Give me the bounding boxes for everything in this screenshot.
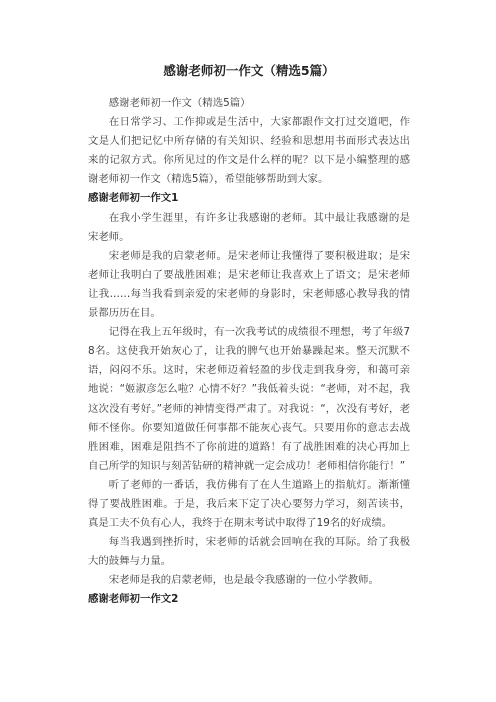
paragraph-essay1-2: 宋老师是我的启蒙老师。是宋老师让我懂得了要积极进取；是宋老师让我明白了要战胜困难；是宋老师让我喜欢上了语文；是宋老师让我……每当我看到亲爱的宋老师的身影时，宋老师感心教导我的情景都历历在目。: [88, 249, 410, 320]
paragraph-essay1-3: 记得在我上五年级时，有一次我考试的成绩很不理想，考了年级78名。这使我开始灰心了，让我的脾气也开始暴躁起来。整天沉默不语，闷闷不乐。这时，宋老师迈着轻盈的步伐走到我身旁，和蔼可亲地说：“姬淑彦怎么啦？心情不好？”我低着头说：“老师，对不起，我这次没有考好。”老师的神情变得严肃了。对我说：“，次没有考好，老师不怪你。你要知道做任何事都不能灰心丧气。只要用你的意志去战胜困难，困难是阻挡不了你前进的道路！有了战胜困难的决心再加上自己所学的知识与刻苦钻研的精神就一定会成功！老师相信你能行！”: [88, 326, 410, 472]
paragraph-intro: 在日常学习、工作抑或是生活中，大家都跟作文打过交道吧，作文是人们把记忆中所存储的有关知识、经验和思想用书面形式表达出来的记叙方式。你所见过的作文是什么样的呢？以下是小编整理的感谢老师初一作文（精选5篇），希望能够帮助到大家。: [88, 116, 410, 186]
section-heading-2: 感谢老师初一作文2: [88, 593, 179, 606]
section-heading-1: 感谢老师初一作文1: [88, 192, 179, 205]
paragraph-essay1-4: 听了老师的一番话，我仿佛有了在人生道路上的指航灯。渐渐懂得了要战胜困难。于是，我后来下定了决心要努力学习，刻苦读书，真是工夫不负有心人，我终于在期末考试中取得了19名的好成绩。: [88, 478, 410, 530]
paragraph-essay1-5: 每当我遇到挫折时，宋老师的话就会回响在我的耳际。给了我极大的鼓舞与力量。: [88, 536, 410, 568]
paragraph-essay1-1: 在我小学生涯里，有许多让我感谢的老师。其中最让我感谢的是宋老师。: [88, 211, 410, 243]
document-title: 感谢老师初一作文（精选5篇）: [163, 63, 335, 78]
paragraph-subtitle: 感谢老师初一作文（精选5篇）: [108, 97, 251, 109]
paragraph-essay1-6: 宋老师是我的启蒙老师，也是最令我感谢的一位小学教师。: [108, 574, 379, 587]
